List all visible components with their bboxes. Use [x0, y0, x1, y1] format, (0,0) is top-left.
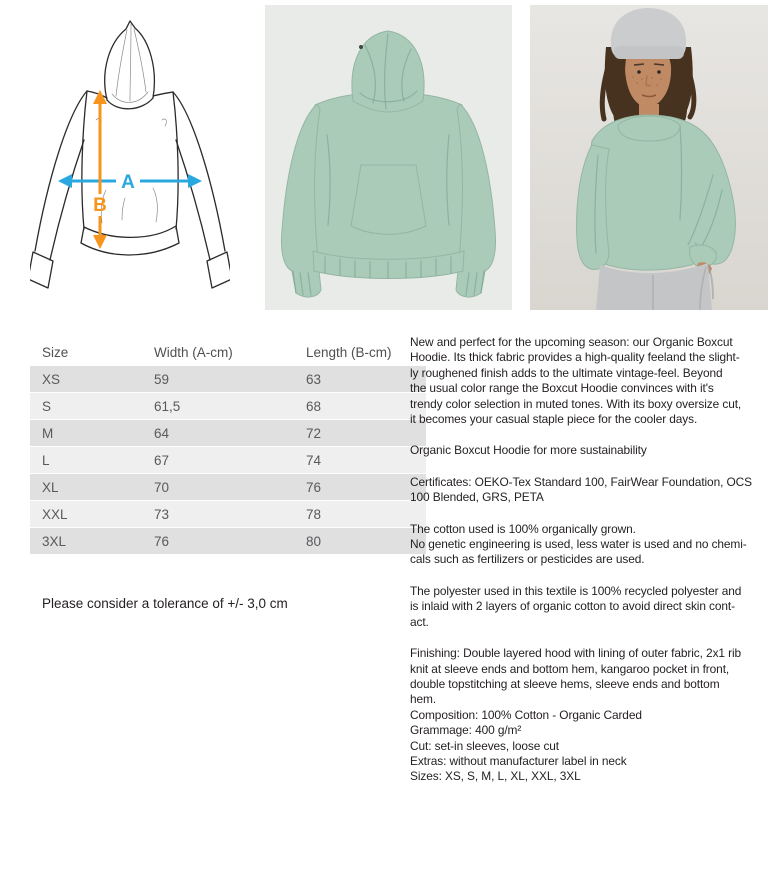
product-photo-flat — [265, 5, 512, 310]
description-paragraph: The cotton used is 100% organically grown. No genetic engineering is used, less water is used and no chemi- cals such as fertilizers or pesticides are used. — [410, 521, 747, 567]
column-header-size: Size — [30, 339, 142, 366]
table-cell: 70 — [142, 474, 294, 501]
description-paragraph: New and perfect for the upcoming season: our Organic Boxcut Hoodie. Its thick fabric provides a high-quality feeland the slight- ly roughened finish adds to the ultimate vintage-feel. Beyond the usual color range the Boxcut Hoodie convinces with it's trendy color selection in muted tones. With its boxy oversize cut, it becomes your casual staple piece for the cooler days. — [410, 335, 742, 427]
hem-band — [81, 226, 179, 255]
description-paragraph: Finishing: Double layered hood with lining of outer fabric, 2x1 rib knit at sleeve ends and bottom hem, kangaroo pocket in front, double topstitching at sleeve hems, sleeve ends and bottom hem. Composition: 100% Cotton - Organic Carded Grammage: 400 g/m² Cut: set-in sleeves, loose cut Extras: without manufacturer label in neck Sizes: XS, S, M, L, XL, XXL, 3XL — [410, 646, 742, 784]
size-table-header-row — [30, 339, 426, 366]
column-header-width: Width (A-cm) — [142, 339, 294, 366]
table-cell: 76 — [294, 474, 426, 501]
flat-hoodie-svg — [265, 5, 512, 310]
table-cell: 59 — [142, 366, 294, 393]
measurement-diagram — [30, 8, 230, 308]
table-row — [30, 501, 426, 528]
table-cell: 78 — [294, 501, 426, 528]
table-cell: 72 — [294, 420, 426, 447]
tolerance-note: Please consider a tolerance of +/- 3,0 cm — [42, 596, 288, 611]
hoodie-outline — [30, 21, 230, 288]
hood — [105, 21, 155, 100]
table-cell: S — [30, 393, 142, 420]
hoodie-line-drawing-svg — [30, 8, 230, 308]
table-cell: L — [30, 447, 142, 474]
model-photo-svg — [530, 5, 768, 310]
table-cell: 64 — [142, 420, 294, 447]
table-cell: 73 — [142, 501, 294, 528]
table-cell: 67 — [142, 447, 294, 474]
size-table-body — [30, 366, 426, 555]
hood-eyelet — [359, 45, 363, 49]
kangaroo-pocket — [351, 165, 426, 234]
table-cell: XL — [30, 474, 142, 501]
table-row — [30, 366, 426, 393]
table-row — [30, 474, 426, 501]
table-row — [30, 447, 426, 474]
hood-bunched — [618, 116, 680, 141]
length-arrow-label: B — [93, 195, 107, 216]
description-paragraph: Organic Boxcut Hoodie for more sustainability — [410, 443, 647, 458]
size-table — [30, 339, 426, 555]
table-cell: XXL — [30, 501, 142, 528]
table-cell: 63 — [294, 366, 426, 393]
table-cell: 76 — [142, 528, 294, 555]
table-cell: 3XL — [30, 528, 142, 555]
product-description — [410, 335, 777, 801]
description-paragraph: The polyester used in this textile is 100% recycled polyester and is inlaid with 2 layers of organic cotton to avoid direct skin cont- act. — [410, 583, 742, 629]
width-arrow-a — [58, 172, 202, 193]
table-cell: 74 — [294, 447, 426, 474]
table-cell: 61,5 — [142, 393, 294, 420]
table-row — [30, 420, 426, 447]
table-row — [30, 393, 426, 420]
left-cuff — [30, 252, 53, 288]
description-paragraph: Certificates: OEKO-Tex Standard 100, FairWear Foundation, OCS 100 Blended, GRS, PETA — [410, 474, 752, 505]
table-cell: XS — [30, 366, 142, 393]
table-cell: 80 — [294, 528, 426, 555]
product-photo-model — [530, 5, 768, 310]
table-cell: 68 — [294, 393, 426, 420]
length-arrow-b — [93, 90, 107, 249]
flat-hoodie — [281, 31, 495, 297]
table-row — [30, 528, 426, 555]
width-arrow-label: A — [121, 172, 135, 193]
hood — [352, 31, 424, 112]
table-cell: M — [30, 420, 142, 447]
column-header-length: Length (B-cm) — [294, 339, 426, 366]
right-cuff — [207, 252, 230, 288]
